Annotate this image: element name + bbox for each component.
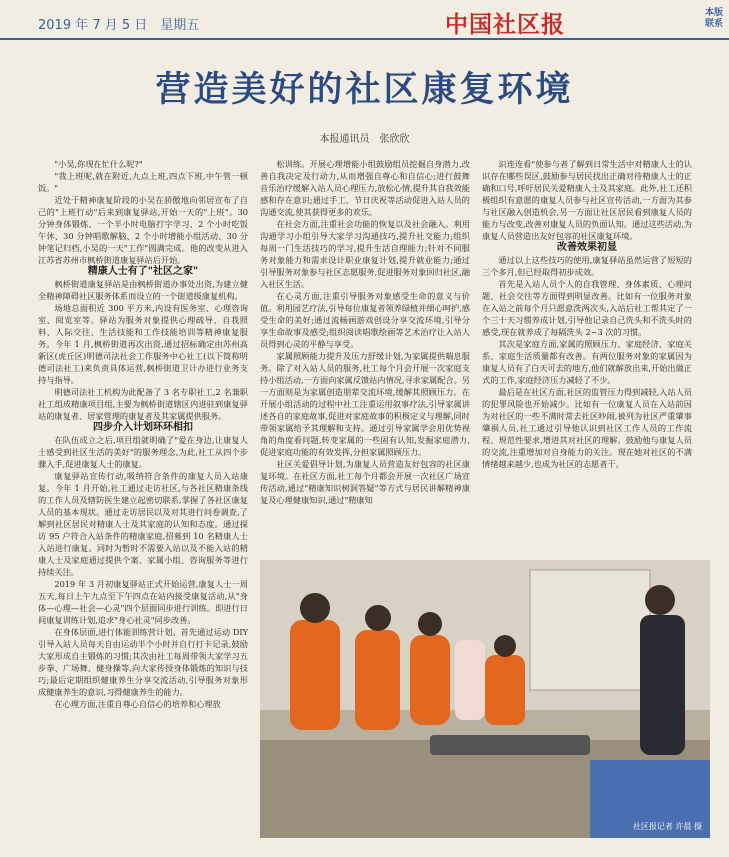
- article-column-1: [38, 158, 248, 848]
- photo-credit: 社区报记者 许晨 摄: [632, 822, 702, 831]
- paragraph: 通过以上这些技巧的使用,康复驿站虽然运营了短短的三个多月,但已经取得初步成效。: [482, 255, 692, 277]
- paragraph: "我上班呢,就在附近,九点上班,四点下班,中午管一顿饭。": [38, 171, 248, 193]
- masthead-divider: [0, 38, 729, 40]
- paragraph: 家属照顾能力提升及压力舒缓计划,为家属提供喘息服务。除了对入站人员的服务,社工每个月会开展一次家庭支持小组活动,一方面向家属反馈站内情况,寻求家属配合。另一方面则是为家属创造朋辈交流环境,缓解其照顾压力。在开展小组活动的过程中社工注重运用叙事疗法,引导家属讲述各自的家庭故事,促进对家庭故事的积极定义与理解,同时带领家属给予其理解和支持。通过引导家属学会用优势视角的角度看问题,转变家属的一些固有认知,发掘家庭潜力,促进家庭功能的有效发挥,分担家属照顾压力。: [260, 351, 470, 457]
- paragraph: 首先是入站人员个人的自我管理、身体素质、心理问题、社会交往等方面得到明显改善。比如有一位服务对象在入站之前每个月只愿意洗两次头,入站后社工帮其定了一个三十天习惯养成计划,引导他记录自己洗头和不洗头时的感受,现在就养成了每隔洗头 2~3 次的习惯。: [482, 279, 692, 337]
- paragraph: 在心理方面,注重自尊心自信心的培养和心理放: [54, 699, 221, 709]
- paragraph: 在身体层面,进行体能训练营计划。首先通过运动 DIY 引导入站人员每天自由运动半个小时并自行打卡记录,鼓励大家形成自主锻炼的习惯;其次由社工每周带领大家学习五步拳、广场舞、健身操等,向大家传授身体锻炼的知识与技巧;最后定期组织健康养生分享交流活动,引导服务对象形成健康养生的意识,习得健康养生的能力。: [38, 627, 248, 697]
- article-byline: 本报通讯员 张欣欣: [319, 134, 410, 145]
- article-column-3: [482, 158, 692, 550]
- paragraph: 在队伍成立之后,项目组就明确了"爱在身边,让康复人士感受到社区生活的美好"的服务理念,为此,社工从四个步骤入手,促进康复人士的康复。: [38, 435, 248, 469]
- edition-label: [705, 8, 723, 30]
- paragraph: "小吴,你现在忙什么呢?": [54, 159, 143, 169]
- masthead: [0, 0, 729, 40]
- paragraph: 最后是在社区方面,社区的监管压力得到减轻,入站人员的犯罪风险也开始减少。比如有一位康复人员在入站前因为对社区的一些不满时常去社区吵闹,被列为社区严重肇事肇祸人员,社工通过引导他认识到社区工作人员的工作流程、规范性要求,增进其对社区的理解。鼓励他与康复人员的交流,注重增加对自身能力的关注。现在她对社区的不满情绪越来越少,也成为社区的志愿者干。: [482, 387, 692, 469]
- paragraph: 松训练。开展心理增能小组鼓励组员挖掘自身潜力,改善自我决定及行动力,从而增强自尊心和自信心;进行鼓舞音乐治疗缓解入站人员心理压力,放松心情,提升其自我效能感和存在意识;通过手工、节日庆祝等活动促进入站人员的沟通交流,使其获得更多的欢乐。: [260, 159, 470, 217]
- paragraph: 枫桥街道康复驿站是由枫桥街道办事处出资,为建立健全精神障碍社区服务体系而设立的一个街道级康复机构。: [38, 279, 248, 301]
- paragraph: 其次是家庭方面,家属的照顾压力、家庭经济、家庭关系、家庭生活质量都有改善。有两位服务对象的家属因为康复人员有了白天可去的地方,他们就解放出来,开始出做正式的工作,家庭经济压力减轻了不少。: [482, 339, 692, 385]
- edition-label-line2: 联系: [705, 19, 724, 29]
- issue-date: 2019 年 7 月 5 日 星期五: [38, 18, 200, 33]
- paragraph: 在社会方面,注重社会功能的恢复以及社会融入。利用沟通学习小组引导大家学习沟通技巧,提升社交能力;组织每周一门生活技巧的学习,提升生活自理能力;针对不同服务对象能力和需求设计职业康复计划,提升就业能力;通过引导服务对象参与社区志愿服务,促进服务对象回归社区,融入社区生活。: [260, 219, 470, 289]
- edition-label-line1: 本版: [705, 8, 724, 18]
- paragraph: 明德司法社工机构为此配备了 3 名专职社工,2 名兼职社工组成精康项目组,主要为枫桥街道辖区内进驻到康复驿站的康复者、居家管理的康复者及其家属提供服务。: [38, 387, 248, 421]
- article-photo: [260, 560, 710, 838]
- section-heading: 精康人士有了"社区之家": [87, 266, 199, 277]
- paragraph: 2019 年 3 月初康复驿站正式开始运营,康复人士一周五天,每日上午九点至下午四点在站内接受康复活动,从"身体—心理—社会—心灵"四个层面同步进行训练。即进行日间康复训练计划,追求"身心社灵"同步改善。: [38, 579, 248, 625]
- paragraph: 社区关爱倡导计划,为康复人员营造友好包容的社区康复环境。在社区方面,社工每个月都会开展一次社区广场宣传活动,通过"精康知识树洞答疑"等方式与居民讲解精神康复及心理健康知识,通过"精康知: [260, 459, 470, 505]
- section-heading: 四步介入计划环环相扣: [93, 422, 193, 433]
- newspaper-logo: 中国社区报: [445, 11, 565, 38]
- section-heading: 改善效果初显: [557, 242, 617, 253]
- paragraph: 康复驿站宣传行动,吸纳符合条件的康复人员入站康复。今年 1 月开始,社工通过走访社区,与各社区精康条线的工作人员及辖防医生建立起密切联系,掌握了各社区康复人员的基本现状。通过走访居民以及对其进行问卷调查,了解到社区居民对精康人士及其家庭的认知和态度。通过探访 95 户符合入站条件的精康家庭,招募到 10 名精康人士入站进行康复。同时为暂时不需要入站以及不能入站的精康人士及家庭通过提供个案、家属小组、咨询服务等进行持续关注。: [38, 471, 248, 577]
- paragraph: 在心灵方面,注重引导服务对象感受生命的意义与价值。利用园艺疗法,引导每位康复者领养绿植并细心呵护,感受生命的美好;通过流畅画游戏创设分享交流环境,引导分享生命故事及感受;组织阅读唱歌绘画等艺术治疗让入站人员得到心灵的平静与享受。: [260, 291, 470, 349]
- paragraph: 识连连看"使参与者了解到日常生活中对精康人士的认识存在哪些误区,鼓励参与居民找出正确对待精康人士的正确和口号,呼吁居民关爱精康人士及其家庭。此外,社工还积极组织有意愿的康复人员参与社区宣传活动,一方面为其参与社区融入创造机会,另一方面让社区居民看到康复人员的能力与改变,改善对康复人员的负面认知。通过这些活动,为康复人员营造出友好包容的社区康复环境。: [482, 159, 692, 241]
- paragraph: 近处于精神康复阶段的小吴在骄傲地向邻居宣布了自己的"上班行动"后来到康复驿站,开始一天的"上班"。30 分钟身体锻炼、一个半小时电脑打字学习、2 个小时吃饭午休、30 分钟唱歌解脑、2 个小时增能小组活动、30 分钟笔记归档,小吴的一天"工作"圆满完成。他的改变从进入江苏省苏州市枫桥街道康复驿站后开始。: [38, 195, 248, 265]
- photo-illustration: [260, 560, 710, 838]
- article-headline: 营造美好的社区康复环境: [155, 69, 574, 110]
- paragraph: 场地总面积近 300 平方米,内设有医务室、心理咨询室、阅览室等。驿站为服务对象提供心理疏导、自我照料、人际交往、生活技能和工作技能培训等精神康复服务。今年 1 月,枫桥街道再次出资,通过招标确定由苏州高新区(虎丘区)明德司法社会工作服务中心社工(以下简称明德司法社工)来负责具体运营,枫桥街道卫计办进行业务支持与指导。: [38, 303, 248, 385]
- article-column-2: [260, 158, 470, 550]
